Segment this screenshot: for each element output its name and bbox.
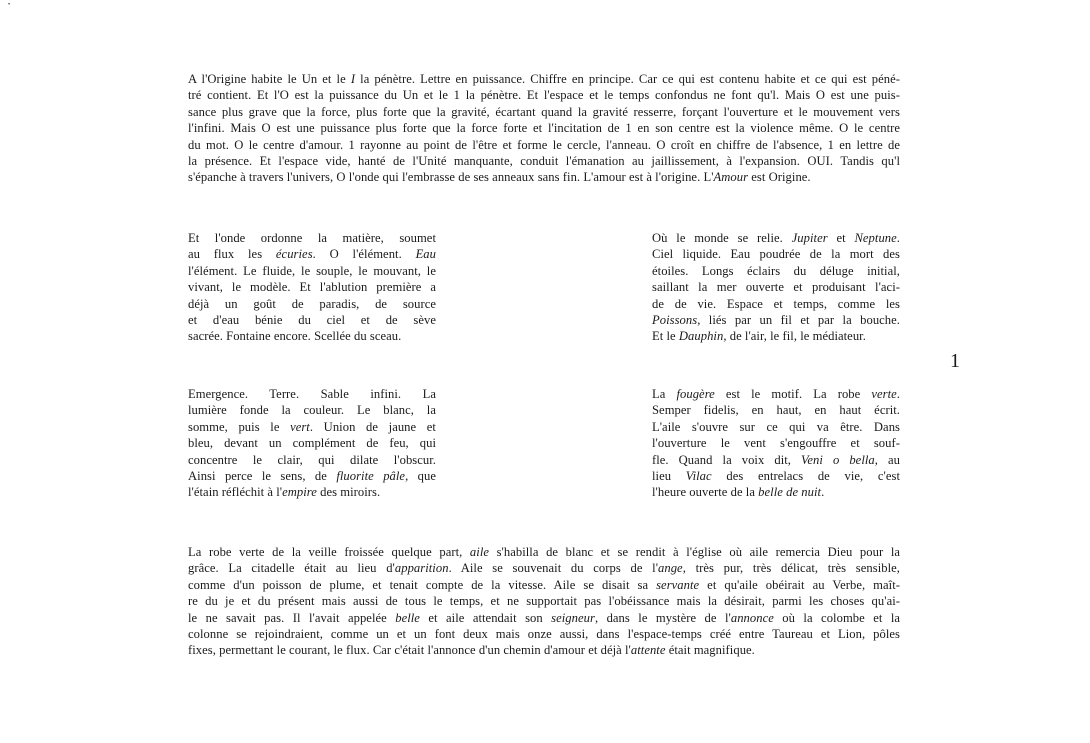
paragraph-onde: [188, 230, 436, 345]
text-run: des miroirs.: [316, 485, 381, 500]
text-run: comme d'un poisson de plume, et tenait compte de la vitesse. Aile se disait sa: [188, 577, 657, 592]
text-run: sance plus grave que la force, plus forte que la gravité, écartant quand la gravité resserre, forçant l'ouverture et le mouvement vers: [188, 104, 900, 119]
text-run: fixes, permettant le courant, le flux. Car c'était l'annonce d'un chemin d'amour et déjà l': [188, 643, 631, 658]
text-line: [188, 435, 436, 451]
text-run: où la colombe et la: [773, 610, 901, 625]
text-line: [652, 230, 900, 246]
page-number: 1: [950, 350, 960, 372]
text-line: [652, 279, 900, 295]
text-line: [652, 263, 900, 279]
paragraph-robe-verte: [188, 544, 900, 659]
text-run: l'élément. Le fluide, le souple, le mouvant, le: [188, 263, 436, 278]
text-line: [188, 577, 900, 593]
text-run: est le motif. La robe: [714, 387, 872, 401]
paragraph-monde: [652, 230, 900, 345]
text-line: [188, 452, 436, 468]
text-run: , dans le mystère de l': [594, 610, 731, 625]
text-run: . Union de jaune et: [309, 419, 436, 434]
text-line: [652, 468, 900, 484]
paragraph-origin: [188, 71, 900, 186]
text-run: la pénètre. Lettre en puissance. Chiffre en principe. Car ce qui est contenu habite et ce qui est péné-: [355, 72, 901, 86]
text-run: Ciel liquide. Eau poudrée de la mort des: [652, 247, 900, 262]
text-line: [188, 296, 436, 312]
text-line: [652, 312, 900, 328]
text-run: , au: [874, 452, 900, 467]
italic-run: attente: [630, 643, 666, 658]
text-line: [188, 120, 900, 136]
italic-run: Amour: [713, 170, 749, 185]
italic-run: vert: [290, 419, 310, 434]
text-run: s'épanche à travers l'univers, O l'onde qui l'embrasse de ses anneaux sans fin. L'amour est à l'origine. L': [188, 170, 714, 185]
text-run: l'heure ouverte de la: [652, 485, 759, 500]
italic-run: Neptune: [854, 231, 897, 245]
paragraph-emergence: [188, 386, 436, 501]
text-line: [652, 419, 900, 435]
text-run: étoiles. Longs éclairs du déluge initial,: [652, 263, 900, 278]
text-run: , que: [405, 469, 437, 484]
paragraph-fougere: [652, 386, 900, 501]
text-line: [652, 484, 900, 500]
text-run: La: [652, 387, 677, 401]
text-line: [652, 402, 900, 418]
italic-run: apparition: [394, 561, 449, 576]
text-run: l'ouverture le vent s'engouffre et souf-: [652, 436, 900, 451]
text-run: re du je et du présent mais aussi de tous le temps, et ne supportait pas l'obéissance mais la désirait, parmi les choses qu'ai-: [188, 594, 900, 609]
text-run: l'infini. Mais O est une puissance plus forte que la force forte et l'incitation de 1 en son centre est la violence même. O le centre: [188, 121, 900, 136]
text-line: [188, 593, 900, 609]
text-run: grâce. La citadelle était au lieu d': [188, 561, 395, 576]
text-run: saillant la mer ouverte et produisant l'aci-: [652, 280, 900, 295]
italic-run: empire: [282, 485, 317, 500]
text-run: Et l'onde ordonne la matière, soumet: [188, 231, 436, 245]
text-line: [188, 246, 436, 262]
italic-run: seigneur: [551, 610, 595, 625]
text-run: lieu: [652, 469, 686, 484]
text-run: lumière fonde la couleur. Le blanc, la: [188, 403, 436, 418]
text-line: [188, 560, 900, 576]
text-run: A l'Origine habite le Un et le: [188, 72, 351, 86]
text-run: et d'eau bénie du ciel et de sève: [188, 313, 436, 328]
text-line: [188, 386, 436, 402]
text-run: sacrée. Fontaine encore. Scellée du sceau.: [188, 329, 402, 344]
text-line: [188, 468, 436, 484]
text-line: [188, 484, 436, 500]
text-line: [652, 328, 900, 344]
text-line: [652, 246, 900, 262]
italic-run: aile: [469, 545, 490, 559]
text-line: [652, 386, 900, 402]
text-line: [188, 544, 900, 560]
text-run: et: [827, 231, 855, 245]
text-line: [188, 137, 900, 153]
text-run: au flux les: [188, 247, 276, 262]
text-run: colonne se rejoindraient, comme un et un font deux mais onze aussi, dans l'espace-temps créé entre Taureau et Lion, pôles: [188, 627, 900, 642]
italic-run: Veni o bella: [801, 452, 875, 467]
text-line: [188, 279, 436, 295]
text-run: .: [896, 387, 900, 401]
text-run: concentre le clair, qui dilate l'obscur.: [188, 452, 436, 467]
text-run: s'habilla de blanc et se rendit à l'église où aile remercia Dieu pour la: [489, 545, 901, 559]
text-line: [188, 642, 900, 658]
text-run: vivant, le modèle. Et l'ablution première a: [188, 280, 436, 295]
text-line: [652, 452, 900, 468]
text-run: tré contient. Et l'O est la puissance du Un et le 1 la pénètre. Et l'espace et le temps confondus ne font qu'l. Mais O est une puis-: [188, 88, 900, 103]
text-run: la présence. Et l'espace vide, hanté de l'Unité manquante, conduit l'émanation au jaillissement, à l'expansion. OUI. Tandis qu'l: [188, 154, 900, 169]
text-run: Et le: [652, 329, 679, 344]
text-line: [188, 87, 900, 103]
italic-run: Dauphin: [678, 329, 724, 344]
text-line: [188, 419, 436, 435]
italic-run: belle de nuit: [758, 485, 822, 500]
italic-run: verte: [871, 387, 897, 401]
text-line: [188, 610, 900, 626]
text-run: et qu'aile obéirait au Verbe, maît-: [699, 577, 900, 592]
text-line: [188, 230, 436, 246]
text-run: était magnifique.: [665, 643, 755, 658]
text-run: bleu, devant un complément de feu, qui: [188, 436, 436, 451]
italic-run: Eau: [415, 247, 436, 262]
text-run: . O l'élément.: [312, 247, 416, 262]
italic-run: servante: [656, 577, 700, 592]
italic-run: I: [350, 72, 356, 86]
italic-run: fluorite pâle: [336, 469, 406, 484]
italic-run: belle: [395, 610, 420, 625]
text-run: , très pur, très délicat, très sensible,: [682, 561, 900, 576]
text-line: [188, 153, 900, 169]
text-run: l'étain réfléchit à l': [188, 485, 283, 500]
text-line: [652, 296, 900, 312]
italic-run: écuries: [275, 247, 313, 262]
text-line: [188, 71, 900, 87]
text-run: .: [896, 231, 900, 245]
text-run: du mot. O le centre d'amour. 1 rayonne au point de l'être et forme le cercle, l'anneau. O croît en chiffre de l'absence, 1 en lettre de: [188, 137, 900, 152]
text-run: . Aile se souvenait du corps de l': [448, 561, 659, 576]
italic-run: fougère: [676, 387, 715, 401]
text-line: [188, 312, 436, 328]
text-run: Semper fidelis, en haut, en haut écrit.: [652, 403, 900, 418]
corner-mark: •: [8, 2, 11, 8]
italic-run: ange: [658, 561, 683, 576]
text-run: fle. Quand la voix dit,: [652, 452, 802, 467]
text-line: [188, 169, 900, 185]
text-run: , liés par un fil et par la bouche.: [697, 313, 900, 328]
text-run: le ne savait pas. Il l'avait appelée: [188, 610, 396, 625]
text-line: [188, 626, 900, 642]
italic-run: Vilac: [685, 469, 712, 484]
text-run: et aile attendait son: [419, 610, 552, 625]
text-run: , de l'air, le fil, le médiateur.: [723, 329, 866, 344]
text-run: Où le monde se relie.: [652, 231, 792, 245]
text-run: est Origine.: [748, 170, 811, 185]
text-line: [652, 435, 900, 451]
text-run: déjà un goût de paradis, de source: [188, 296, 436, 311]
italic-run: annonce: [730, 610, 774, 625]
text-line: [188, 402, 436, 418]
text-run: Emergence. Terre. Sable infini. La: [188, 387, 436, 401]
text-line: [188, 104, 900, 120]
italic-run: Jupiter: [791, 231, 828, 245]
text-run: Ainsi perce le sens, de: [188, 469, 337, 484]
text-run: de de vie. Espace et temps, comme les: [652, 296, 900, 311]
text-run: .: [821, 485, 825, 500]
text-run: La robe verte de la veille froissée quelque part,: [188, 545, 470, 559]
italic-run: Poissons: [652, 313, 698, 328]
text-run: des entrelacs de vie, c'est: [711, 469, 900, 484]
text-line: [188, 328, 436, 344]
text-line: [188, 263, 436, 279]
text-run: somme, puis le: [188, 419, 291, 434]
text-run: L'aile s'ouvre sur ce qui va être. Dans: [652, 419, 900, 434]
